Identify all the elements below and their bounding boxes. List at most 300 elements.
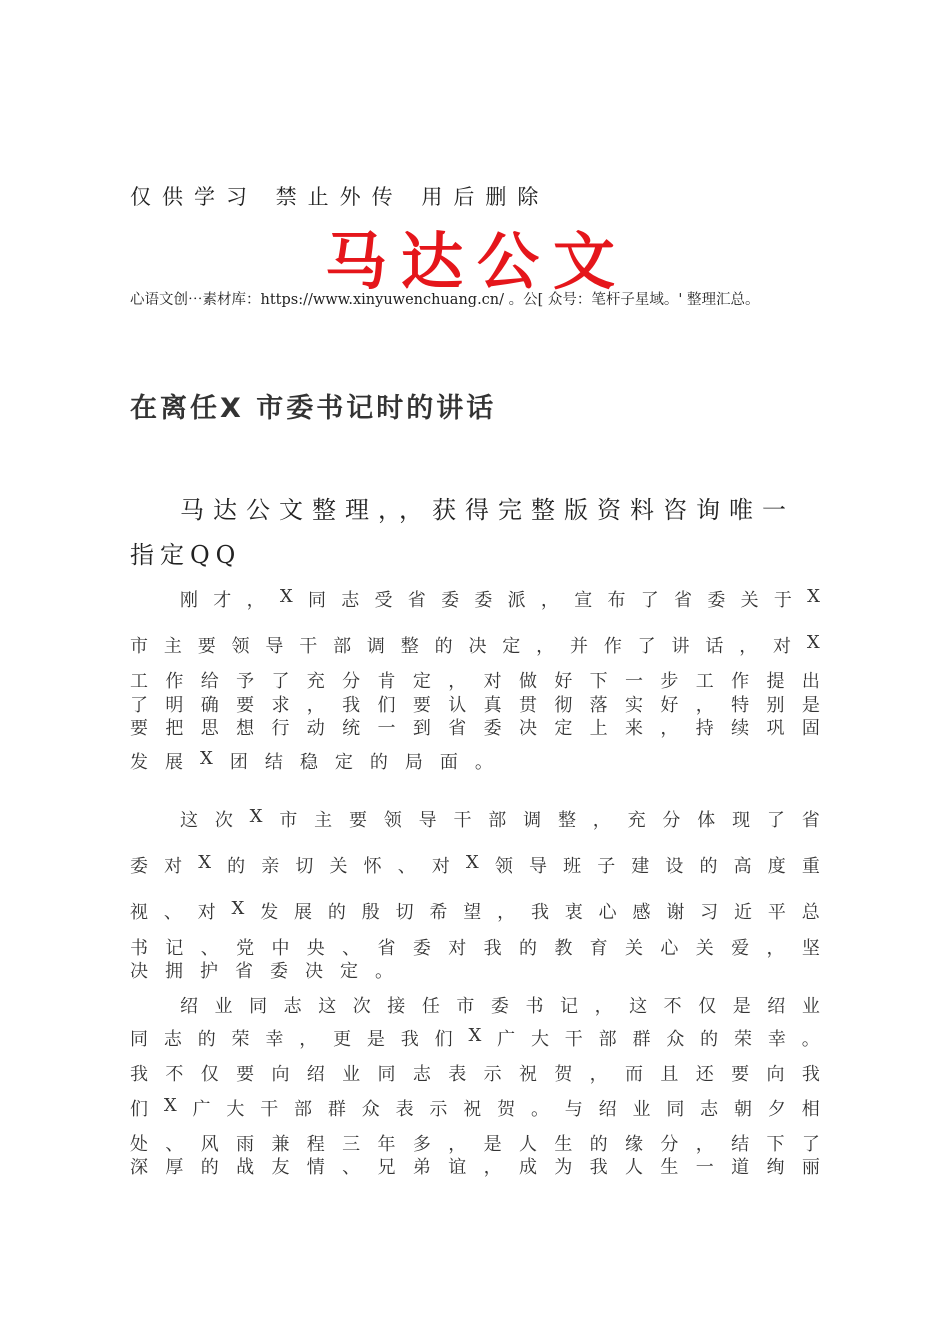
body-char: 、 xyxy=(397,856,416,877)
body-line xyxy=(130,898,820,924)
body-char: 刚 xyxy=(180,590,198,611)
body-char: 关 xyxy=(695,938,714,959)
body-char: 一 xyxy=(695,1157,714,1178)
body-char: 到 xyxy=(412,718,431,739)
body-char: 布 xyxy=(607,590,626,611)
body-char: 总 xyxy=(801,902,820,923)
body-char: 望 xyxy=(463,902,482,923)
body-char: 绍 xyxy=(180,996,198,1017)
body-char: 部 xyxy=(488,810,507,831)
body-line xyxy=(130,632,820,658)
body-char: 这 xyxy=(629,996,648,1017)
body-char: 群 xyxy=(632,1029,651,1050)
body-char: 了 xyxy=(766,810,785,831)
body-char: 我 xyxy=(589,1157,608,1178)
body-char: 志 xyxy=(341,590,360,611)
body-char: 视 xyxy=(130,902,148,923)
body-char: X xyxy=(807,586,820,607)
body-char: 现 xyxy=(732,810,751,831)
body-char: 示 xyxy=(429,1099,448,1120)
body-char: ， xyxy=(448,1134,467,1155)
body-char: 别 xyxy=(766,695,785,716)
lead-line-2: 指定QQ xyxy=(130,541,242,569)
body-char: 于 xyxy=(773,590,792,611)
body-char: 战 xyxy=(236,1157,255,1178)
body-char: 友 xyxy=(271,1157,290,1178)
lead-line-1: 马达公文整理，，获得完整版资料咨询唯一 xyxy=(180,496,795,524)
body-char: 决 xyxy=(518,718,537,739)
body-char: 书 xyxy=(525,996,544,1017)
body-char: 相 xyxy=(801,1099,820,1120)
body-char: 省 xyxy=(235,961,253,982)
body-char: 幸 xyxy=(265,1029,284,1050)
body-char: 谊 xyxy=(448,1157,467,1178)
body-char: 认 xyxy=(448,695,467,716)
body-char: 导 xyxy=(418,810,437,831)
body-char: ， xyxy=(739,636,758,657)
body-char: 下 xyxy=(766,1134,785,1155)
body-char: 殷 xyxy=(361,902,380,923)
body-char: 委 xyxy=(130,856,148,877)
body-char: 的 xyxy=(589,1134,608,1155)
body-char: 同 xyxy=(249,996,268,1017)
body-char: X xyxy=(468,1025,482,1046)
body-char: 我 xyxy=(530,902,549,923)
body-char: X xyxy=(198,852,212,873)
body-line xyxy=(130,714,820,740)
body-char: 的 xyxy=(327,902,346,923)
body-char: 业 xyxy=(342,1064,361,1085)
body-char: 这 xyxy=(318,996,337,1017)
body-char: 同 xyxy=(130,1029,148,1050)
body-char: 仅 xyxy=(200,1064,219,1085)
body-char: 。 xyxy=(801,1029,820,1050)
body-char: 了 xyxy=(801,1134,820,1155)
body-char: 对 xyxy=(483,671,502,692)
body-char: 丽 xyxy=(801,1157,820,1178)
body-char: 向 xyxy=(766,1064,785,1085)
body-char: 感 xyxy=(632,902,651,923)
body-char: 怀 xyxy=(363,856,382,877)
body-char: 领 xyxy=(494,856,513,877)
body-char: 们 xyxy=(130,1099,148,1120)
body-char: 、 xyxy=(342,938,361,959)
body-char: 雨 xyxy=(236,1134,255,1155)
body-char: 一 xyxy=(625,671,644,692)
body-char: 委 xyxy=(270,961,288,982)
body-char: 委 xyxy=(412,938,431,959)
body-char: 大 xyxy=(226,1099,245,1120)
body-char: ， xyxy=(306,695,325,716)
body-char: 、 xyxy=(342,1157,361,1178)
body-char: 部 xyxy=(294,1099,313,1120)
body-char: 的 xyxy=(227,856,246,877)
body-char: 省 xyxy=(448,718,467,739)
body-char: 下 xyxy=(589,671,608,692)
body-char: 是 xyxy=(801,695,820,716)
body-char: 给 xyxy=(200,671,219,692)
body-char: 广 xyxy=(497,1029,516,1050)
body-char: 业 xyxy=(214,996,233,1017)
body-char: 关 xyxy=(740,590,759,611)
body-char: 对 xyxy=(197,902,216,923)
body-char: 干 xyxy=(260,1099,279,1120)
body-char: 这 xyxy=(180,810,198,831)
body-char: 整 xyxy=(557,810,576,831)
body-char: ， xyxy=(660,718,679,739)
body-char: 委 xyxy=(441,590,460,611)
body-char: 志 xyxy=(283,996,302,1017)
body-char: 行 xyxy=(271,718,290,739)
body-char: 程 xyxy=(306,1134,325,1155)
body-char: 面 xyxy=(439,752,458,773)
body-line xyxy=(130,852,820,878)
body-char: 宣 xyxy=(574,590,593,611)
body-char: 建 xyxy=(631,856,650,877)
body-char: 绍 xyxy=(306,1064,325,1085)
body-char: 领 xyxy=(383,810,402,831)
body-char: 提 xyxy=(766,671,785,692)
body-char: 我 xyxy=(483,938,502,959)
body-line xyxy=(130,748,820,774)
body-char: 对 xyxy=(448,938,467,959)
body-char: 明 xyxy=(165,695,184,716)
body-char: ， xyxy=(766,938,785,959)
body-char: 主 xyxy=(314,810,333,831)
body-char: 干 xyxy=(299,636,318,657)
body-char: 。 xyxy=(530,1099,549,1120)
body-char: 调 xyxy=(523,810,542,831)
body-char: 市 xyxy=(130,636,148,657)
document-title: 在离任X 市委书记时的讲话 xyxy=(130,393,497,424)
body-char: 拥 xyxy=(165,961,183,982)
body-char: 省 xyxy=(377,938,396,959)
body-char: 志 xyxy=(700,1099,719,1120)
body-char: 部 xyxy=(598,1029,617,1050)
body-char: 、 xyxy=(163,902,182,923)
body-char: 动 xyxy=(306,718,325,739)
body-char: 思 xyxy=(200,718,219,739)
body-char: 是 xyxy=(366,1029,385,1050)
body-char: 稳 xyxy=(299,752,318,773)
body-char: 们 xyxy=(377,695,396,716)
body-char: 市 xyxy=(456,996,475,1017)
body-line xyxy=(130,1095,820,1121)
body-char: 关 xyxy=(329,856,348,877)
body-char: 心 xyxy=(598,902,617,923)
body-char: 重 xyxy=(801,856,820,877)
body-char: 大 xyxy=(530,1029,549,1050)
body-char: 委 xyxy=(707,590,726,611)
body-char: 导 xyxy=(265,636,284,657)
body-char: 市 xyxy=(279,810,298,831)
body-char: 落 xyxy=(589,695,608,716)
body-char: 不 xyxy=(165,1064,184,1085)
body-char: 任 xyxy=(421,996,440,1017)
body-char: 我 xyxy=(400,1029,419,1050)
body-char: 次 xyxy=(214,810,233,831)
body-char: 展 xyxy=(165,752,183,773)
body-char: 不 xyxy=(663,996,682,1017)
body-line xyxy=(180,586,820,612)
body-char: 工 xyxy=(695,671,714,692)
body-char: 巩 xyxy=(766,718,785,739)
body-char: 的 xyxy=(518,938,537,959)
body-char: 要 xyxy=(348,810,367,831)
body-char: 切 xyxy=(295,856,314,877)
body-line xyxy=(130,1060,820,1086)
body-char: ， xyxy=(497,902,516,923)
body-char: 道 xyxy=(731,1157,750,1178)
body-char: 的 xyxy=(200,1157,219,1178)
body-char: 步 xyxy=(660,671,679,692)
body-char: X xyxy=(200,748,213,769)
body-char: 实 xyxy=(625,695,644,716)
body-char: 同 xyxy=(666,1099,685,1120)
body-char: 主 xyxy=(163,636,182,657)
body-char: 表 xyxy=(395,1099,414,1120)
body-char: 绍 xyxy=(598,1099,617,1120)
body-char: 省 xyxy=(407,590,426,611)
usage-notice: 仅供学习 禁止外传 用后删除 xyxy=(130,185,550,209)
body-char: 决 xyxy=(305,961,323,982)
body-char: 志 xyxy=(163,1029,182,1050)
body-char: 把 xyxy=(165,718,184,739)
body-char: 的 xyxy=(197,1029,216,1050)
body-char: 缘 xyxy=(625,1134,644,1155)
body-char: 省 xyxy=(674,590,693,611)
body-char: 荣 xyxy=(734,1029,753,1050)
body-char: 对 xyxy=(164,856,183,877)
body-char: 发 xyxy=(130,752,148,773)
body-char: 好 xyxy=(554,671,573,692)
body-char: 彻 xyxy=(554,695,573,716)
body-line xyxy=(130,1153,820,1179)
body-char: 分 xyxy=(662,810,681,831)
body-char: 调 xyxy=(366,636,385,657)
body-char: 情 xyxy=(306,1157,325,1178)
body-char: 生 xyxy=(660,1157,679,1178)
body-char: 兼 xyxy=(271,1134,290,1155)
body-char: X xyxy=(465,852,479,873)
body-char: 充 xyxy=(627,810,646,831)
body-char: 人 xyxy=(518,1134,537,1155)
body-char: 群 xyxy=(327,1099,346,1120)
body-char: 肯 xyxy=(377,671,396,692)
body-char: 育 xyxy=(589,938,608,959)
body-char: 持 xyxy=(695,718,714,739)
body-char: 记 xyxy=(165,938,184,959)
body-char: 业 xyxy=(801,996,820,1017)
body-char: 上 xyxy=(589,718,608,739)
body-char: 贯 xyxy=(518,695,537,716)
body-char: 而 xyxy=(625,1064,644,1085)
body-char: 体 xyxy=(697,810,716,831)
body-char: 同 xyxy=(307,590,326,611)
body-char: 风 xyxy=(200,1134,219,1155)
body-char: ， xyxy=(540,590,559,611)
body-char: 亲 xyxy=(261,856,280,877)
body-char: 作 xyxy=(165,671,184,692)
body-char: 的 xyxy=(369,752,388,773)
body-char: 定 xyxy=(334,752,353,773)
body-char: 分 xyxy=(342,671,361,692)
body-char: 我 xyxy=(342,695,361,716)
body-char: 平 xyxy=(767,902,786,923)
body-char: 衷 xyxy=(564,902,583,923)
body-char: 。 xyxy=(375,961,393,982)
brand-logo-text: 马达公文 xyxy=(324,225,629,298)
body-char: ， xyxy=(246,590,265,611)
body-char: 确 xyxy=(200,695,219,716)
body-char: 是 xyxy=(732,996,751,1017)
body-char: 是 xyxy=(483,1134,502,1155)
body-char: 好 xyxy=(660,695,679,716)
body-char: 一 xyxy=(377,718,396,739)
body-char: 护 xyxy=(200,961,218,982)
body-char: 决 xyxy=(468,636,487,657)
body-char: 设 xyxy=(665,856,684,877)
body-char: 记 xyxy=(560,996,579,1017)
body-char: 成 xyxy=(518,1157,537,1178)
body-char: 次 xyxy=(352,996,371,1017)
body-char: X xyxy=(231,898,245,919)
body-line xyxy=(180,992,820,1018)
body-char: 表 xyxy=(448,1064,467,1085)
body-char: X xyxy=(163,1095,177,1116)
body-char: 希 xyxy=(429,902,448,923)
body-char: 接 xyxy=(387,996,406,1017)
body-char: ， xyxy=(695,1134,714,1155)
body-char: 了 xyxy=(271,671,290,692)
body-char: 深 xyxy=(130,1157,148,1178)
body-char: 团 xyxy=(229,752,248,773)
body-char: 众 xyxy=(666,1029,685,1050)
body-char: 与 xyxy=(564,1099,583,1120)
body-char: 要 xyxy=(412,695,431,716)
body-char: 讲 xyxy=(671,636,690,657)
body-char: 受 xyxy=(374,590,393,611)
body-char: 要 xyxy=(236,1064,255,1085)
body-line xyxy=(130,1025,820,1051)
body-char: 局 xyxy=(404,752,423,773)
body-char: ， xyxy=(592,810,611,831)
body-char: 向 xyxy=(271,1064,290,1085)
body-char: 中 xyxy=(271,938,290,959)
body-char: 党 xyxy=(236,938,255,959)
body-char: 导 xyxy=(528,856,547,877)
body-char: 发 xyxy=(260,902,279,923)
body-char: 、 xyxy=(200,938,219,959)
body-char: 贺 xyxy=(497,1099,516,1120)
body-char: 幸 xyxy=(767,1029,786,1050)
body-char: 切 xyxy=(395,902,414,923)
body-line xyxy=(130,957,820,983)
body-char: X xyxy=(249,806,263,827)
body-char: ， xyxy=(299,1029,318,1050)
body-char: 真 xyxy=(483,695,502,716)
body-char: 处 xyxy=(130,1134,148,1155)
body-char: 、 xyxy=(165,1134,184,1155)
body-char: ， xyxy=(483,1157,502,1178)
body-char: 定 xyxy=(340,961,358,982)
body-line xyxy=(180,806,820,832)
body-char: 祝 xyxy=(518,1064,537,1085)
body-char: 高 xyxy=(733,856,752,877)
body-char: 兄 xyxy=(377,1157,396,1178)
body-char: 习 xyxy=(700,902,719,923)
body-char: 定 xyxy=(502,636,521,657)
body-char: 业 xyxy=(632,1099,651,1120)
body-char: ， xyxy=(589,1064,608,1085)
body-char: 话 xyxy=(705,636,724,657)
body-char: 派 xyxy=(507,590,526,611)
body-char: 定 xyxy=(412,671,431,692)
body-char: 仅 xyxy=(698,996,717,1017)
body-char: 才 xyxy=(213,590,232,611)
body-char: 要 xyxy=(236,695,255,716)
body-char: 并 xyxy=(569,636,588,657)
body-char: 作 xyxy=(603,636,622,657)
body-char: 统 xyxy=(342,718,361,739)
body-char: 委 xyxy=(483,718,502,739)
body-char: 我 xyxy=(130,1064,148,1085)
body-char: 了 xyxy=(130,695,148,716)
body-char: 弟 xyxy=(412,1157,431,1178)
body-char: 整 xyxy=(400,636,419,657)
body-char: 志 xyxy=(412,1064,431,1085)
body-char: ， xyxy=(536,636,555,657)
body-char: 做 xyxy=(518,671,537,692)
body-char: 出 xyxy=(801,671,820,692)
body-char: 厚 xyxy=(165,1157,184,1178)
body-char: 众 xyxy=(361,1099,380,1120)
body-char: 要 xyxy=(130,718,148,739)
body-char: 我 xyxy=(801,1064,820,1085)
body-char: 展 xyxy=(294,902,313,923)
body-char: 谢 xyxy=(666,902,685,923)
body-char: 广 xyxy=(192,1099,211,1120)
body-char: 的 xyxy=(699,856,718,877)
body-char: 的 xyxy=(700,1029,719,1050)
body-char: 且 xyxy=(660,1064,679,1085)
body-char: 绚 xyxy=(766,1157,785,1178)
body-char: 央 xyxy=(306,938,325,959)
body-char: 。 xyxy=(474,752,493,773)
body-char: 三 xyxy=(342,1134,361,1155)
body-char: 为 xyxy=(554,1157,573,1178)
body-char: 委 xyxy=(474,590,493,611)
body-char: 特 xyxy=(731,695,750,716)
body-char: 爱 xyxy=(731,938,750,959)
body-char: 子 xyxy=(597,856,616,877)
body-char: 来 xyxy=(625,718,644,739)
body-char: 荣 xyxy=(231,1029,250,1050)
body-char: 作 xyxy=(731,671,750,692)
body-char: 坚 xyxy=(801,938,820,959)
body-char: 示 xyxy=(483,1064,502,1085)
body-char: 年 xyxy=(377,1134,396,1155)
body-char: 想 xyxy=(236,718,255,739)
body-char: 决 xyxy=(130,961,148,982)
body-char: 省 xyxy=(801,810,820,831)
body-char: 度 xyxy=(767,856,786,877)
body-char: 书 xyxy=(130,938,148,959)
body-char: ， xyxy=(448,671,467,692)
body-char: 要 xyxy=(731,1064,750,1085)
body-char: 干 xyxy=(453,810,472,831)
body-char: 干 xyxy=(564,1029,583,1050)
